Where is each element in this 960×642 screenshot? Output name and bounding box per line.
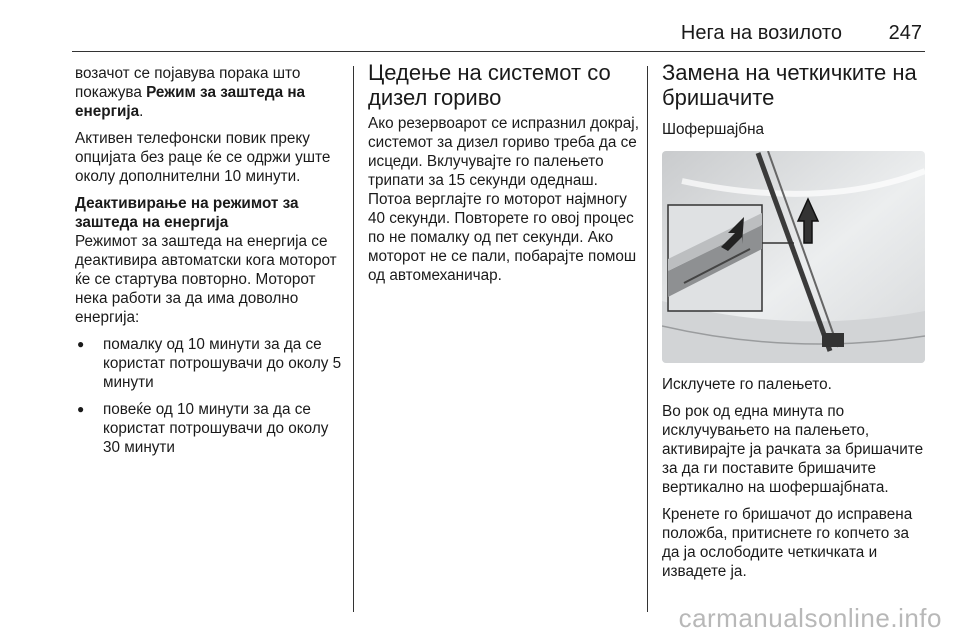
column-divider	[353, 66, 354, 612]
page-header	[72, 22, 922, 50]
deactivation-heading: Деактивирање на режимот за заштеда на енергија	[75, 195, 299, 231]
deactivation-paragraph: Режимот за заштеда на енергија се деактивира автоматски кога моторот ќе се стартува повторно. Моторот нека работи за да има доволно енергија:	[75, 233, 337, 326]
column-divider	[647, 66, 648, 612]
diesel-bleeding-heading: Цедење на системот со дизел гориво	[368, 60, 611, 110]
phone-call-paragraph: Активен телефонски повик преку опцијата без раце ќе се одржи уште околу дополнителни 10 минути.	[75, 130, 331, 185]
wiper-position-paragraph: Во рок од една минута по исклучувањето на палењето, активирајте ја рачката за бришачите за да ги поставите бришачите вертикално на шофершајбната.	[662, 403, 924, 496]
ignition-off-paragraph: Исклучете го палењето.	[662, 376, 832, 393]
wiper-blade-heading: Замена на четкичките на бришачите	[662, 60, 917, 110]
section-title: Нега на возилото	[680, 22, 842, 44]
wiper-illustration	[662, 151, 925, 363]
header-rule	[72, 51, 925, 52]
intro-paragraph: возачот се појавува порака што покажува Режим за заштеда на енергија.	[75, 65, 306, 120]
energy-mode-term: Режим за заштеда на енергија	[75, 84, 306, 120]
duration-list	[75, 335, 347, 457]
list-item: ● помалку од 10 минути за да се користат потрошувачи до околу 5 минути	[75, 335, 347, 392]
watermark: carmanualsonline.info	[678, 603, 942, 633]
page-number: 247	[888, 22, 922, 44]
windscreen-subheading: Шофершајбна	[662, 121, 765, 138]
column-2	[368, 60, 640, 293]
column-1	[75, 64, 347, 465]
blade-removal-paragraph: Кренете го бришачот до исправена положба, притиснете го копчето за да ја ослободите четкичката и извадете ја.	[662, 506, 913, 580]
list-item: ● повеќе од 10 минути за да се користат потрошувачи до околу 30 минути	[75, 400, 347, 457]
diesel-bleeding-paragraph: Ако резервоарот се испразнил докрај, системот за дизел гориво треба да се исцеди. Вклучувајте го палењето трипати за 15 секунди одеднаш. Потоа верглајте го моторот најмногу 40 секунди. Повторете го овој процес по не помалку од пет секунди. Ако моторот не се пали, побарајте помош од автомеханичар.	[368, 115, 639, 284]
column-3	[662, 60, 927, 589]
